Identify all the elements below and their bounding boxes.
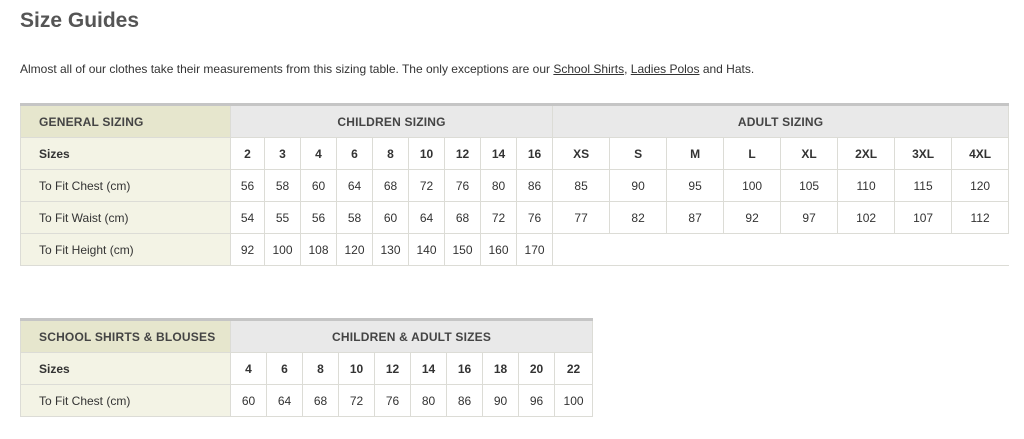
- table-cell: 140: [409, 234, 445, 266]
- table-cell: 115: [895, 170, 952, 202]
- table-cell: 68: [445, 202, 481, 234]
- table-cell: 120: [952, 170, 1009, 202]
- table-cell: 90: [610, 170, 667, 202]
- intro-end-text: and Hats.: [702, 62, 755, 76]
- table-cell: 68: [303, 385, 339, 417]
- row-label: To Fit Waist (cm): [21, 202, 231, 234]
- intro-paragraph: [20, 62, 754, 76]
- table-cell: 90: [483, 385, 519, 417]
- empty-cell: [553, 234, 1009, 266]
- table-cell: 64: [409, 202, 445, 234]
- size-cell: 12: [445, 138, 481, 170]
- table-cell: 58: [265, 170, 301, 202]
- size-cell: 2: [231, 138, 265, 170]
- row-label: To Fit Height (cm): [21, 234, 231, 266]
- table-cell: 102: [838, 202, 895, 234]
- size-cell: 2XL: [838, 138, 895, 170]
- school-shirts-link[interactable]: School Shirts: [553, 62, 625, 76]
- table-cell: 80: [481, 170, 517, 202]
- size-cell: XS: [553, 138, 610, 170]
- table-cell: 60: [301, 170, 337, 202]
- table-cell: 120: [337, 234, 373, 266]
- table-header-row: [21, 105, 1009, 138]
- size-cell: 4: [231, 353, 267, 385]
- table-cell: 76: [517, 202, 553, 234]
- size-cell: 10: [409, 138, 445, 170]
- table-cell: 58: [337, 202, 373, 234]
- table-cell: 86: [447, 385, 483, 417]
- table-cell: 108: [301, 234, 337, 266]
- table-cell: 100: [265, 234, 301, 266]
- size-cell: 16: [447, 353, 483, 385]
- table-cell: 92: [724, 202, 781, 234]
- table-cell: 160: [481, 234, 517, 266]
- sizes-row: [21, 353, 593, 385]
- table-cell: 64: [267, 385, 303, 417]
- table-cell: 68: [373, 170, 409, 202]
- size-cell: 10: [339, 353, 375, 385]
- table-cell: 105: [781, 170, 838, 202]
- size-cell: 6: [267, 353, 303, 385]
- size-cell: 8: [373, 138, 409, 170]
- table-cell: 130: [373, 234, 409, 266]
- size-cell: L: [724, 138, 781, 170]
- table-cell: 60: [231, 385, 267, 417]
- row-label: To Fit Chest (cm): [21, 170, 231, 202]
- size-cell: 4XL: [952, 138, 1009, 170]
- table-cell: 107: [895, 202, 952, 234]
- table-cell: 72: [481, 202, 517, 234]
- size-cell: 6: [337, 138, 373, 170]
- table-row: [21, 385, 593, 417]
- general-sizing-table: [20, 103, 1009, 266]
- size-cell: 14: [481, 138, 517, 170]
- intro-text: Almost all of our clothes take their measurements from this sizing table. The only exceptions are our: [20, 62, 551, 76]
- size-cell: 4: [301, 138, 337, 170]
- table-cell: 60: [373, 202, 409, 234]
- table-cell: 92: [231, 234, 265, 266]
- table-cell: 87: [667, 202, 724, 234]
- intro-comma: ,: [624, 62, 628, 76]
- children-sizing-header: CHILDREN SIZING: [231, 105, 553, 138]
- sizes-label: Sizes: [21, 138, 231, 170]
- table-cell: 76: [445, 170, 481, 202]
- table-cell: 100: [724, 170, 781, 202]
- table-cell: 82: [610, 202, 667, 234]
- size-cell: S: [610, 138, 667, 170]
- size-cell: 12: [375, 353, 411, 385]
- school-shirts-table: [20, 318, 593, 417]
- school-shirts-header: SCHOOL SHIRTS & BLOUSES: [21, 320, 231, 353]
- size-cell: 20: [519, 353, 555, 385]
- size-cell: 16: [517, 138, 553, 170]
- table-cell: 95: [667, 170, 724, 202]
- table-cell: 55: [265, 202, 301, 234]
- table-row: [21, 234, 1009, 266]
- table-cell: 150: [445, 234, 481, 266]
- sizes-label: Sizes: [21, 353, 231, 385]
- table-cell: 72: [339, 385, 375, 417]
- table-cell: 86: [517, 170, 553, 202]
- page-title: Size Guides: [20, 9, 140, 32]
- table-cell: 76: [375, 385, 411, 417]
- table-header-row: [21, 320, 593, 353]
- table-cell: 56: [301, 202, 337, 234]
- size-cell: 3XL: [895, 138, 952, 170]
- row-label: To Fit Chest (cm): [21, 385, 231, 417]
- size-cell: 3: [265, 138, 301, 170]
- table-cell: 77: [553, 202, 610, 234]
- table-cell: 54: [231, 202, 265, 234]
- size-cell: 14: [411, 353, 447, 385]
- table-cell: 72: [409, 170, 445, 202]
- children-adult-sizes-header: CHILDREN & ADULT SIZES: [231, 320, 593, 353]
- table-cell: 80: [411, 385, 447, 417]
- size-cell: M: [667, 138, 724, 170]
- size-cell: XL: [781, 138, 838, 170]
- table-cell: 56: [231, 170, 265, 202]
- ladies-polos-link[interactable]: Ladies Polos: [630, 62, 700, 76]
- table-row: [21, 170, 1009, 202]
- table-cell: 96: [519, 385, 555, 417]
- table-cell: 85: [553, 170, 610, 202]
- size-cell: 8: [303, 353, 339, 385]
- table-cell: 110: [838, 170, 895, 202]
- size-cell: 22: [555, 353, 593, 385]
- table-cell: 100: [555, 385, 593, 417]
- size-cell: 18: [483, 353, 519, 385]
- sizes-row: [21, 138, 1009, 170]
- table-cell: 97: [781, 202, 838, 234]
- adult-sizing-header: ADULT SIZING: [553, 105, 1009, 138]
- table-cell: 112: [952, 202, 1009, 234]
- general-sizing-header: GENERAL SIZING: [21, 105, 231, 138]
- table-cell: 64: [337, 170, 373, 202]
- table-cell: 170: [517, 234, 553, 266]
- table-row: [21, 202, 1009, 234]
